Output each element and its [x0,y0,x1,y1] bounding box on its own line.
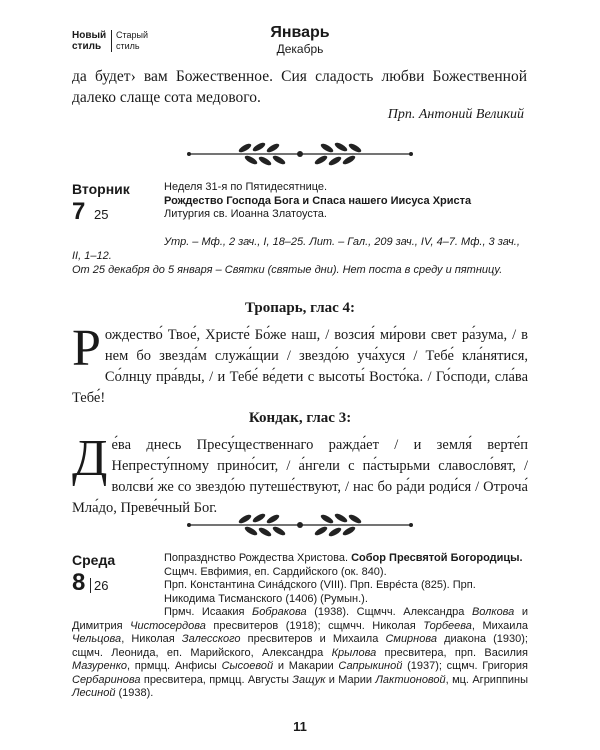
feast-title: Рождество Господа Бога и Спаса нашего Иисуса Христа [164,194,472,207]
quote-text: да будет› вам Божественное. Сия сладость любви Божественной далеко слаще сота медового. [72,68,527,106]
surname: Волкова [471,606,515,618]
surname: Крылова [331,646,377,659]
liturgy-label: Литургия св. Иоанна Златоуста. [164,208,327,220]
old-month-title: Декабрь [276,42,324,56]
feast-title: Собор Пресвятой Богородицы. [351,552,523,564]
troparion-title: Тропарь, глас 4: [244,300,356,316]
surname: Защук [292,673,326,686]
text-run: и Макарии [273,660,339,672]
afterfeast-label: Попразднство Рождества Христова. [164,552,349,564]
saint-line: Сщмч. Евфимия, еп. Сардийского (ок. 840). [164,565,387,578]
old-day-number: 26 [90,578,108,593]
saint-line: Прп. Константина Сина́дского (VIII). Прп. Евре́ста (825). Прп. Никодима Тисманского (1406) (Румын.). [164,579,476,605]
kontakion-text [72,430,528,519]
page-number: 11 [293,719,307,734]
surname: Лесиной [72,687,116,699]
day-note: От 25 декабря до 5 января – Святки (святые дни). Нет поста в среду и пятницу. [72,264,503,276]
readings: Утр. – Мф., 2 зач., I, 18–25. Лит. – Гал., 209 зач., IV, 4–7. Мф., 3 зач., II, 1–12. [72,236,520,262]
old-day-number: 25 [94,207,109,222]
month-title: Январь [270,24,330,41]
text-run: пресвитера, прп. Василия [376,646,528,659]
text-run: диакона (1930); сщмч. Леонида, еп. Марийского, Александра [72,633,528,659]
weekday-label: Среда [72,552,116,568]
text-run: и Марии [325,673,376,686]
troparion-text [72,320,528,409]
day-number: 7 [72,198,86,225]
text-run: , Михаила [471,619,528,632]
text-run: Прмч. Исаакия [164,606,253,618]
text-run: (1937); сщмч. Григория [402,660,529,672]
new-style-label: Новый стиль [72,30,107,52]
laurel-ornament-icon [185,140,415,168]
old-style-label: Старый стиль [116,30,149,51]
text-run: , мц. Агриппины [445,673,528,686]
kontakion-title: Кондак, глас 3: [248,410,352,426]
surname: Сапрыкиной [338,660,403,672]
troparion-body: ождество́ Твое́, Христе́ Бо́же наш, / возсия́ ми́рови свет ра́зума, / в нем бо звезда́м служа́щии / звездо́ю уча́хуся / Тебе́ кла́нятися, Со́лнцу пра́вды, / и Тебе́ ве́дети с высоты́ Восто́ка. / Го́споди, сла́ва Тебе́! [72,327,528,406]
day-entry [164,552,528,606]
text-run: (1938). [115,687,154,699]
text-run: и Димитрия [72,606,529,632]
day-number: 8 [72,569,86,596]
quote-author: Прп. Антоний Великий [387,107,524,122]
surname: Смирнова [385,633,437,645]
martyrs-list [72,606,528,701]
text-run: (1938). Сщмчч. Александра [306,606,472,618]
text-run: пресвитера, прмцц. Августы [140,673,293,686]
surname: Сысоевой [221,660,274,672]
text-run: пресвитеров и Михаила [240,633,386,645]
day-entry [164,181,528,222]
text-run: , Николая [121,633,182,645]
laurel-ornament-icon [185,511,415,539]
surname: Мазуренко [72,660,128,672]
surname: Залесского [181,633,241,645]
text-run: , прмцц. Анфисы [127,660,222,672]
text-run: пресвитеров (1918); сщмчч. Николая [205,619,424,632]
surname: Сербаринова [72,673,141,686]
weekday-label: Вторник [72,181,130,197]
feast-line [164,552,528,579]
week-label: Неделя 31-я по Пятидесятнице. [164,181,328,193]
surname: Бобракова [252,606,307,618]
drop-cap: Д [72,430,108,487]
surname: Чельцова [72,633,122,645]
surname: Чистосердова [130,619,206,632]
kontakion-body: е́ва днесь Пресу́щественнаго ражда́ет / и земля́ верте́п Непресту́пному прино́сит, / а́нгели с па́стырьми славосло́вят, / волсви́ же со звездо́ю путеше́ствуют, / нас бо ра́ди роди́ся / Отроча́ Мла́до, Преве́чный Бог. [72,437,528,516]
surname: Торбеева [423,619,472,632]
drop-cap: Р [72,320,101,377]
surname: Лактионовой [375,673,446,686]
